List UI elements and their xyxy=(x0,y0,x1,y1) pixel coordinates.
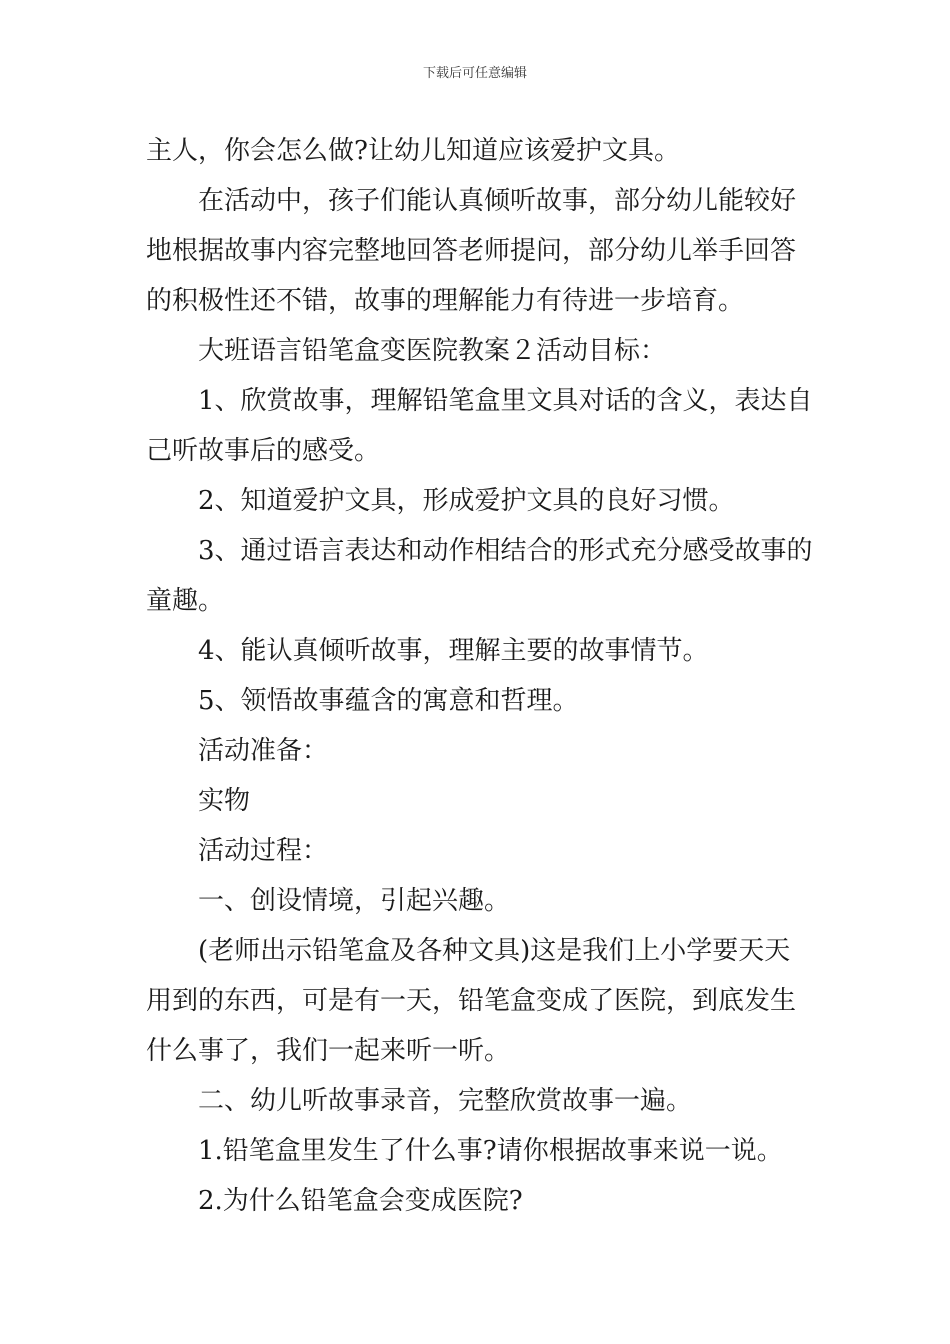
text-line: 在活动中，孩子们能认真倾听故事，部分幼儿能较好 xyxy=(198,186,797,216)
list-item: 3、通过语言表达和动作相结合的形式充分感受故事的 xyxy=(198,536,813,566)
text-line: (老师出示铅笔盒及各种文具)这是我们上小学要天天 xyxy=(198,936,791,966)
list-item: 4、能认真倾听故事，理解主要的故事情节。 xyxy=(198,636,709,666)
section-heading: 活动过程： xyxy=(198,836,329,866)
text-line: 主人，你会怎么做?让幼儿知道应该爱护文具。 xyxy=(146,136,680,166)
list-item: 1、欣赏故事，理解铅笔盒里文具对话的含义，表达自 xyxy=(198,386,813,416)
text-line: 用到的东西，可是有一天，铅笔盒变成了医院，到底发生 xyxy=(146,986,797,1016)
text-line: 地根据故事内容完整地回答老师提问，部分幼儿举手回答 xyxy=(146,236,797,266)
list-item: 一、创设情境，引起兴趣。 xyxy=(198,886,511,916)
text-line: 的积极性还不错，故事的理解能力有待进一步培育。 xyxy=(146,286,745,316)
document-body xyxy=(146,126,813,1226)
section-heading: 大班语言铅笔盒变医院教案２活动目标： xyxy=(198,336,667,366)
list-item: 2.为什么铅笔盒会变成医院? xyxy=(198,1186,523,1216)
list-item: 1.铅笔盒里发生了什么事?请你根据故事来说一说。 xyxy=(198,1136,783,1166)
section-heading: 活动准备： xyxy=(198,736,329,766)
list-item: 5、领悟故事蕴含的寓意和哲理。 xyxy=(198,686,579,716)
list-item: 二、幼儿听故事录音，完整欣赏故事一遍。 xyxy=(198,1086,693,1116)
list-item: 2、知道爱护文具，形成爱护文具的良好习惯。 xyxy=(198,486,735,516)
page-header-note: 下载后可任意编辑 xyxy=(422,66,527,81)
text-line: 童趣。 xyxy=(146,586,225,616)
text-line: 实物 xyxy=(198,786,251,816)
text-line: 什么事了，我们一起来听一听。 xyxy=(146,1036,511,1066)
text-line: 己听故事后的感受。 xyxy=(146,436,381,466)
